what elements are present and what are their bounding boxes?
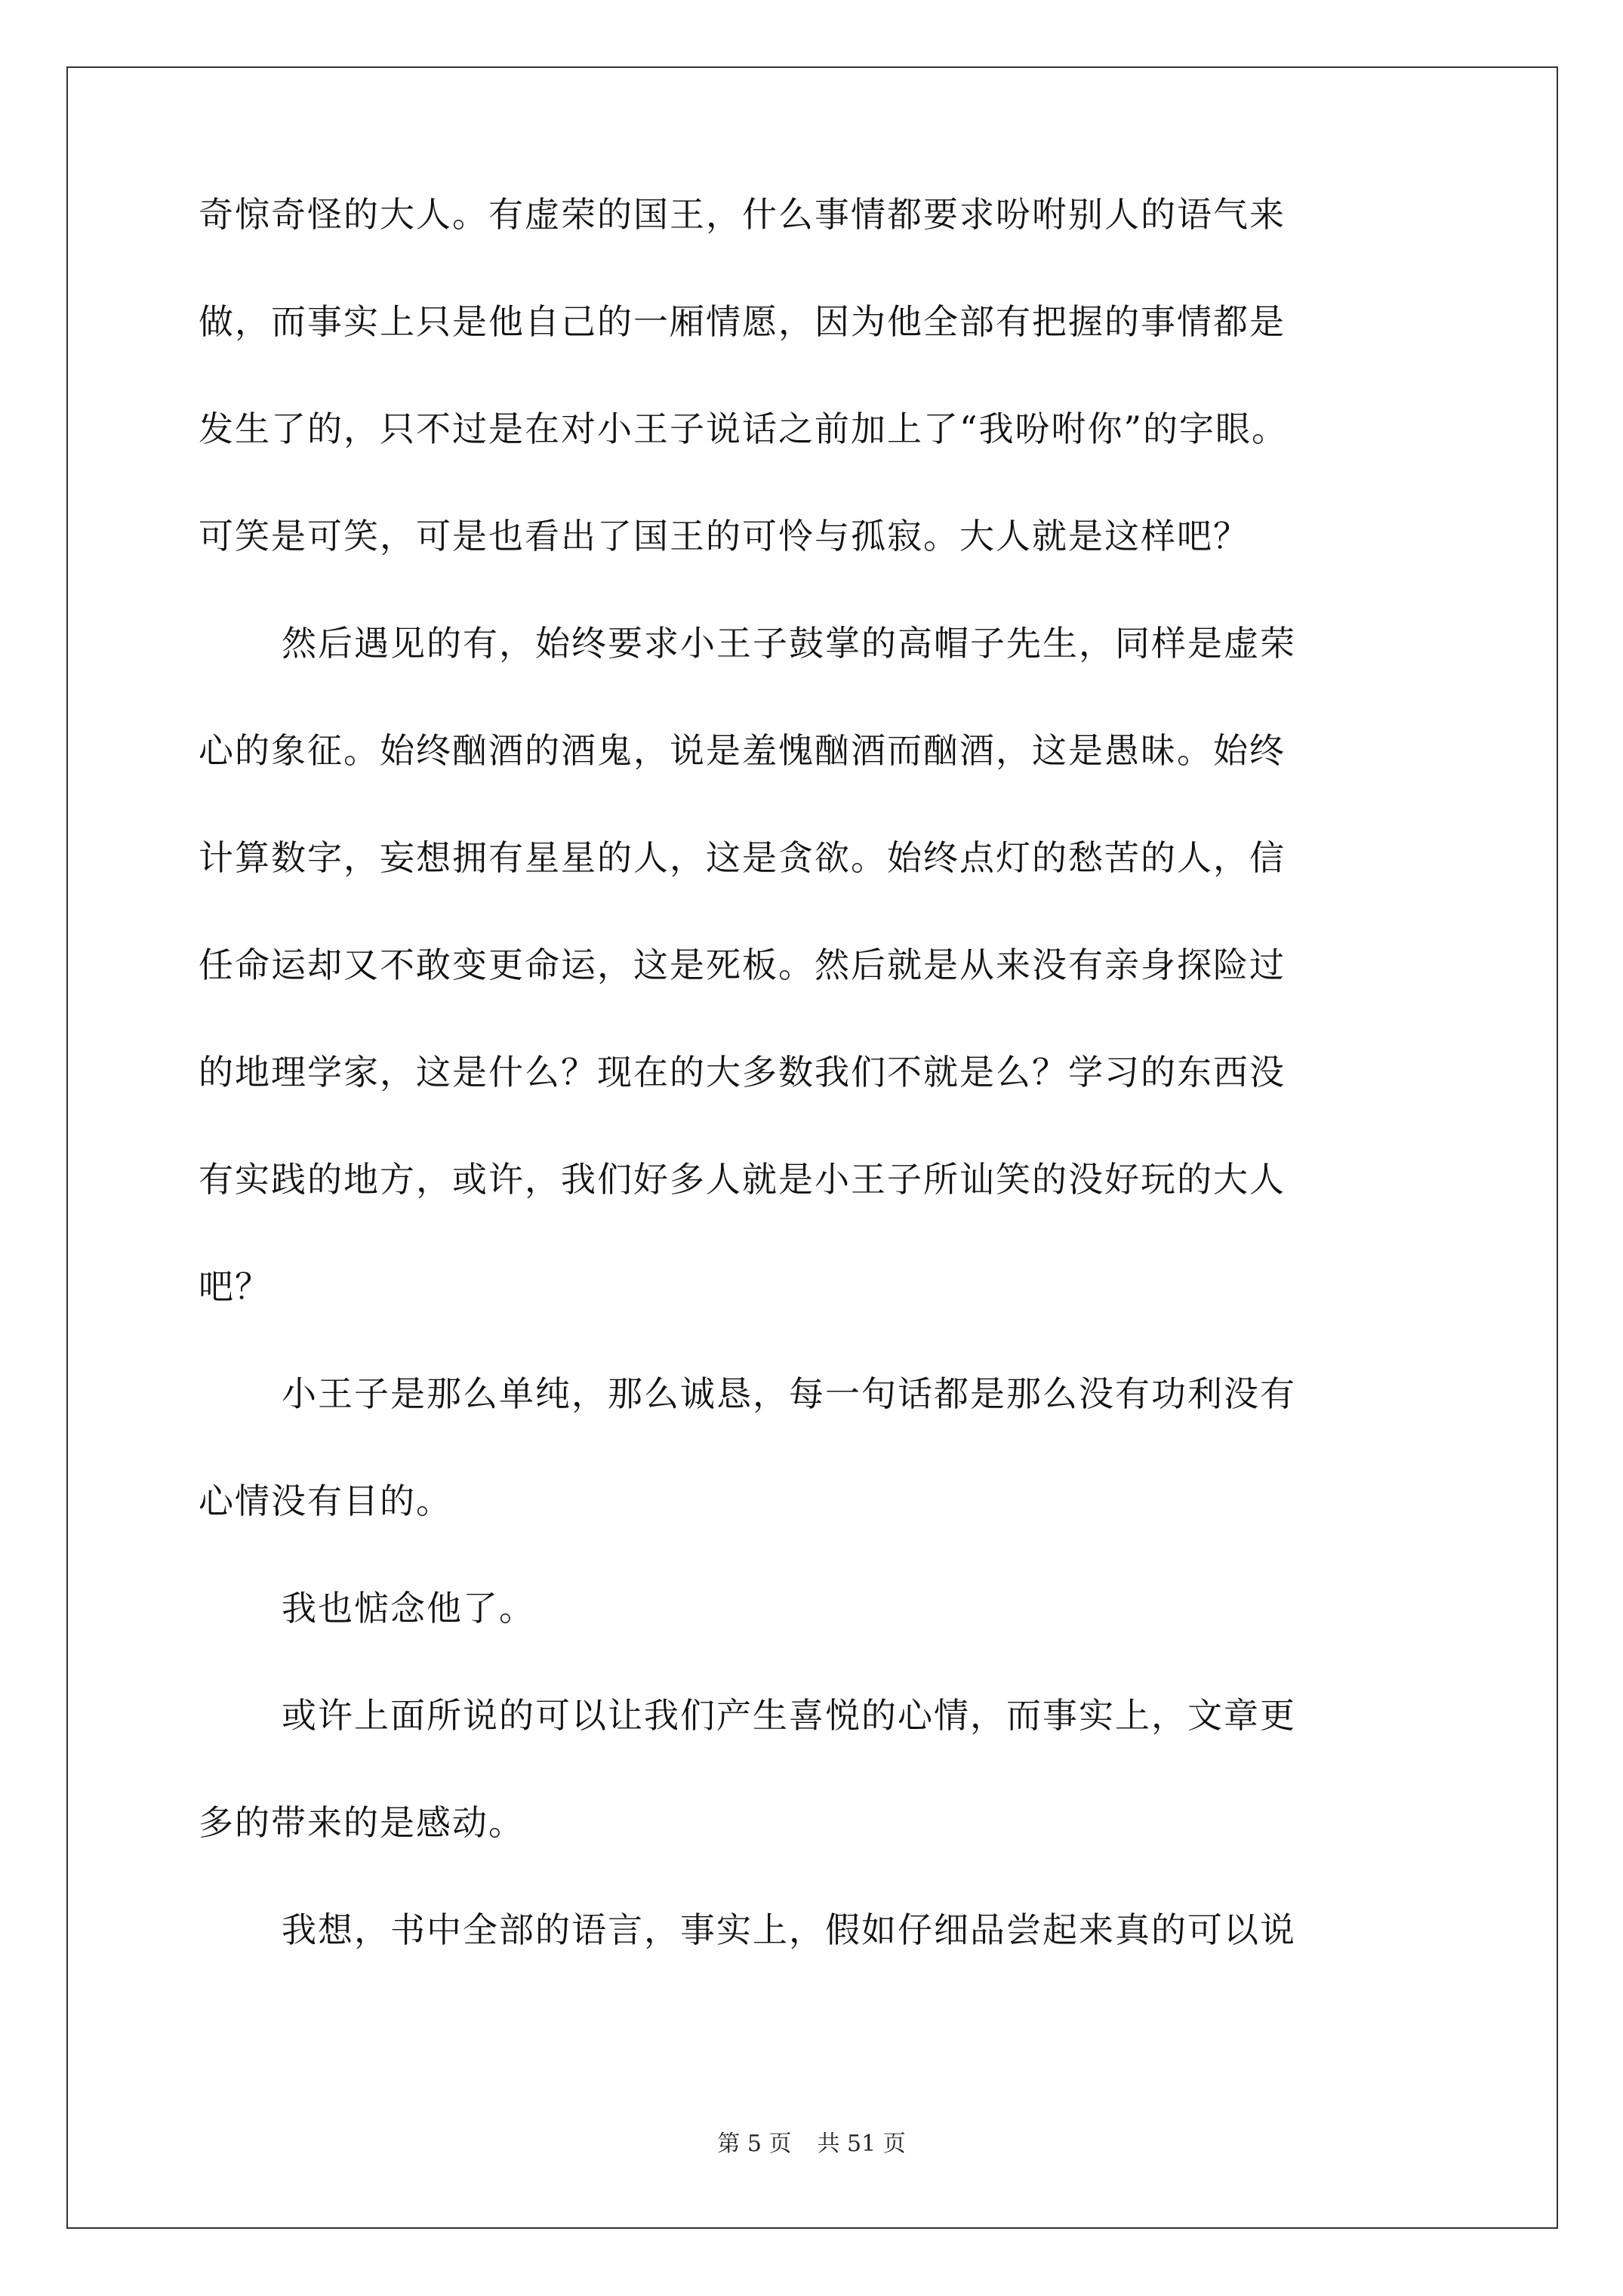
paragraph-start-line: 小王子是那么单纯，那么诚恳，每一句话都是那么没有功利没有 — [282, 1373, 1296, 1414]
text-line: 吧？ — [199, 1266, 271, 1307]
text-line: 发生了的，只不过是在对小王子说话之前加上了“我吩咐你”的字眼。 — [199, 408, 1289, 449]
page-number: 第 5 页 — [717, 2131, 792, 2157]
text-line: 心情没有目的。 — [199, 1481, 452, 1521]
text-line: 有实践的地方，或许，我们好多人就是小王子所讪笑的没好玩的大人 — [199, 1159, 1286, 1200]
document-body — [199, 187, 1437, 2010]
text-line: 做，而事实上只是他自己的一厢情愿，因为他全部有把握的事情都是 — [199, 301, 1286, 342]
text-line: 可笑是可笑，可是也看出了国王的可怜与孤寂。大人就是这样吧？ — [199, 516, 1249, 556]
paragraph-start-line: 然后遇见的有，始终要求小王子鼓掌的高帽子先生，同样是虚荣 — [282, 623, 1296, 664]
text-line: 心的象征。始终酗酒的酒鬼，说是羞愧酗酒而酗酒，这是愚昧。始终 — [199, 730, 1286, 771]
text-line: 计算数字，妄想拥有星星的人，这是贪欲。始终点灯的愁苦的人，信 — [199, 837, 1286, 878]
text-line: 的地理学家，这是什么？现在的大多数我们不就是么？学习的东西没 — [199, 1052, 1286, 1093]
text-line: 任命运却又不敢变更命运，这是死板。然后就是从来没有亲身探险过 — [199, 945, 1286, 985]
page-footer — [0, 2129, 1623, 2159]
text-line: 多的带来的是感动。 — [199, 1802, 525, 1843]
paragraph-start-line: 我想，书中全部的语言，事实上，假如仔细品尝起来真的可以说 — [282, 1909, 1296, 1950]
paragraph-start-line: 我也惦念他了。 — [282, 1588, 535, 1629]
text-line: 奇惊奇怪的大人。有虚荣的国王，什么事情都要求吩咐别人的语气来 — [199, 194, 1286, 235]
page-total: 共 51 页 — [817, 2131, 906, 2157]
paragraph-start-line: 或许上面所说的可以让我们产生喜悦的心情，而事实上，文章更 — [282, 1695, 1296, 1736]
